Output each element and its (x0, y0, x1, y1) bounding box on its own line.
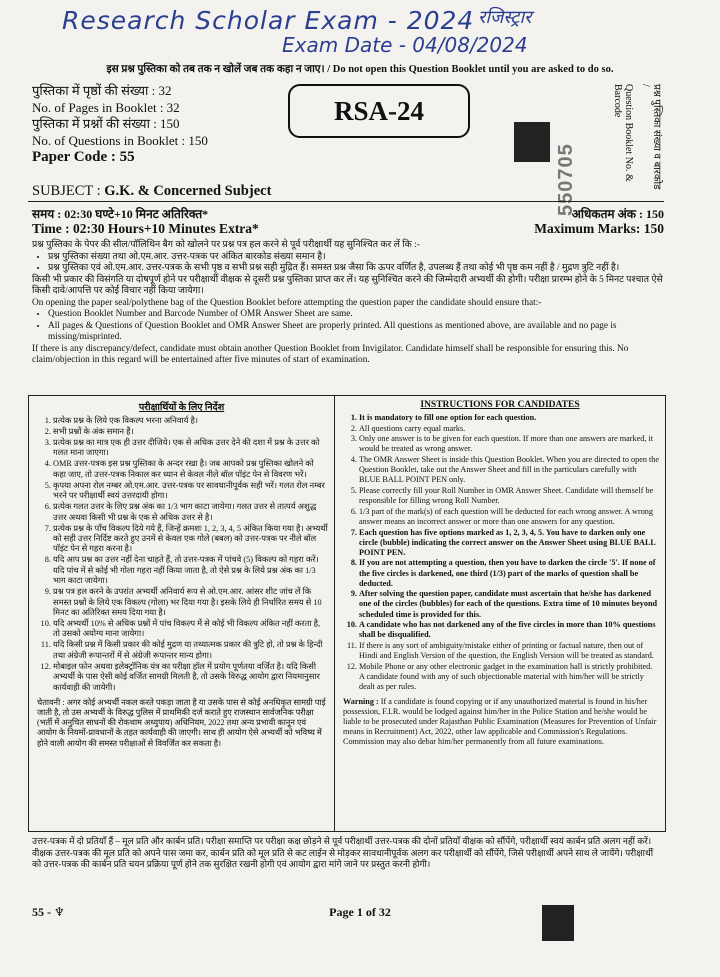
time-hindi: समय : 02:30 घण्टे+10 मिनट अतिरिक्त* (32, 207, 209, 221)
series-code-box: RSA-24 (288, 84, 470, 138)
list-item: 5. कृपया अपना रोल नम्बर ओ.एम.आर. उत्तर-पत्रक पर सावधानीपूर्वक सही भरें। गलत रोल नम्बर भरने पर परीक्षार्थी स्वयं उत्तरदायी होगा। (53, 481, 328, 502)
instructions-english-title: INSTRUCTIONS FOR CANDIDATES (420, 400, 580, 410)
intro-hindi-note: किसी भी प्रकार की विसंगति या दोषपूर्ण होने पर परीक्षार्थी वीक्षक से दूसरी प्रश्न पुस्तिका प्राप्त कर लें। यह सुनिश्चित करने की जिम्मेदारी अभ्यर्थी की होगी। परीक्षा प्रारम्भ होने के 5 मिनट पश्चात ऐसे किसी दावे/आपत्ति पर कोई विचार नहीं किया जायेगा। (32, 274, 663, 296)
instructions-english (335, 396, 665, 831)
list-item: 9. After solving the question paper, candidate must ascertain that he/she has darkened one of the circles (bubbles) for each of the questions. Extra time of 10 minutes beyond scheduled time is provided for this. (359, 589, 659, 619)
subject-label: SUBJECT : (32, 183, 101, 199)
list-item: 8. यदि आप प्रश्न का उत्तर नहीं देना चाहते हैं, तो उत्तर-पत्रक में पांचवे (5) विकल्प को गहरा करें। यदि पांच में से कोई भी गोला गहरा नहीं किया जाता है, तो ऐसे प्रश्न के लिये प्रश्न अंक का 1/3 भाग काटा जायेगा। (53, 555, 328, 586)
handwritten-initials: रजिस्ट्रार (478, 7, 532, 28)
list-item: 3. प्रत्येक प्रश्न का मात्र एक ही उत्तर दीजिये। एक से अधिक उत्तर देने की दशा में प्रश्न के उत्तर को गलत माना जाएगा। (53, 438, 328, 459)
list-item: 10. यदि अभ्यर्थी 10% से अधिक प्रश्नों में पांच विकल्प में से कोई भी विकल्प अंकित नहीं करता है, तो उसको अयोग्य माना जायेगा। (53, 619, 328, 640)
handwritten-exam-date: Exam Date - 04/08/2024 (282, 33, 528, 57)
barcode-qr-top (514, 122, 550, 162)
list-item: 12. मोबाइल फोन अथवा इलेक्ट्रॉनिक यंत्र का परीक्षा हॉल में प्रयोग पूर्णतया वर्जित है। यदि किसी अभ्यर्थी के पास ऐसी कोई वर्जित सामग्री मिलती है, तो उसके विरुद्ध आयोग द्वारा नियमानुसार कार्यवाही की जायेगी। (53, 662, 328, 693)
warning-label: Warning : (343, 696, 379, 706)
subject-line (32, 183, 271, 200)
booklet-info (32, 83, 208, 166)
instructions-english-list (335, 413, 665, 692)
warning-english-text: If a candidate is found copying or if any unauthorized material is found in his/her possession, F.I.R. would be lodged against him/her in the Police Station and he/she would be liable to be prosecuted under Rajasthan Public Examination (Measures for Prevention of Unfair means in Recruitment) Act, 2022, other law applicable and Commission's Regulations. Commission may also debar him/her permanently from all future examinations. (343, 696, 657, 747)
questions-count-english: No. of Questions in Booklet : 150 (32, 132, 208, 148)
list-item: 12. Mobile Phone or any other electronic gadget in the examination hall is strictly prohibited. A candidate found with any of such objectionable material with him/her will be strictly dealt as per rules. (359, 662, 659, 692)
max-marks-hindi: अधिकतम अंक : 150 (571, 207, 664, 221)
instructions-hindi (29, 396, 335, 831)
paper-code: Paper Code : 55 (32, 149, 135, 165)
instructions-hindi-list (29, 416, 334, 693)
booklet-serial-number (555, 120, 577, 216)
list-item: 1. It is mandatory to fill one option for each question. (359, 413, 659, 423)
divider (28, 201, 664, 202)
handwritten-exam-title: Research Scholar Exam - 2024 (62, 6, 475, 35)
booklet-serial-text: 550705 (555, 143, 577, 216)
intro-english-note: If there is any discrepancy/defect, candidate must obtain another Question Booklet from Invigilator. Candidate himself shall be responsible for ensuring this. No claim/objection in this regard will be entertained after five minutes of start of examination. (32, 343, 629, 365)
time-english: Time : 02:30 Hours+10 Minutes Extra* (32, 221, 259, 236)
list-item: 1. प्रत्येक प्रश्न के लिये एक विकल्प भरना अनिवार्य है। (53, 416, 328, 426)
warning-hindi: चेतावनी : अगर कोई अभ्यर्थी नकल करते पकड़ा जाता है या उसके पास से कोई अनधिकृत सामग्री पाई जाती है, तो उस अभ्यर्थी के विरुद्ध पुलिस में प्राथमिकी दर्ज कराते हुए राजस्थान सार्वजनिक परीक्षा (भर्ती में अनुचित साधनों की रोकथाम अध्युपाय) अधिनियम, 2022 तथा अन्य प्रभावी कानून एवं आयोग के नियमों-प्रावधानों के तहत कार्यवाही की जाएगी। साथ ही आयोग ऐसे अभ्यर्थी को भविष्य में होने वाली आयोग की समस्त परीक्षाओं से विवर्जित कर सकता है। (37, 697, 326, 748)
intro-hindi-point: • प्रश्न पुस्तिका संख्या तथा ओ.एम.आर. उत्तर-पत्रक पर अंकित बारकोड संख्या समान है। (48, 252, 664, 264)
list-item: 7. Each question has five options marked as 1, 2, 3, 4, 5. You have to darken only one circle (bubble) indicating the correct answer on the Answer Sheet using BLUE BALL POINT PEN. (359, 528, 659, 558)
list-item: 4. The OMR Answer Sheet is inside this Question Booklet. When you are directed to open the Question Booklet, take out the Answer Sheet and fill in the particulars carefully with BLUE BALL POINT PEN only. (359, 455, 659, 485)
intro-english-point: • All pages & Questions of Question Booklet and OMR Answer Sheet are properly printed. All questions as mentioned above, are available and no page is missing/misprinted. (48, 321, 664, 344)
intro-english-point: • Question Booklet Number and Barcode Number of OMR Answer Sheet are same. (48, 309, 664, 321)
do-not-open-notice: इस प्रश्न पुस्तिका को तब तक न खोलें जब तक कहा न जाए। / Do not open this Question Booklet until you are asked to do so. (106, 64, 614, 75)
list-item: 3. Only one answer is to be given for each question. If more than one answers are marked, it would be treated as wrong answer. (359, 434, 659, 454)
list-item: 5. Please correctly fill your Roll Number in OMR Answer Sheet. Candidate will themself be responsible for filling wrong Roll Number. (359, 486, 659, 506)
pages-count-english: No. of Pages in Booklet : 32 (32, 99, 180, 115)
list-item: 9. प्रश्न पत्र हल करने के उपरांत अभ्यर्थी अनिवार्य रूप से ओ.एम.आर. आंसर शीट जांच लें कि समस्त प्रश्नों के लिये एक विकल्प (गोला) भर दिया गया है। इसके लिये ही निर्धारित समय से 10 मिनट का अतिरिक्त समय दिया गया है। (53, 587, 328, 618)
opening-instructions (32, 240, 664, 367)
list-item: 11. यदि किसी प्रश्न में किसी प्रकार की कोई मुद्रण या तथ्यात्मक प्रकार की त्रुटि हो, तो प्रश्न के हिन्दी तथा अंग्रेजी रूपान्तरों में से अंग्रेजी रूपान्तर मान्य होगा। (53, 640, 328, 661)
intro-hindi-point: • प्रश्न पुस्तिका एवं ओ.एम.आर. उत्तर-पत्रक के सभी पृष्ठ व सभी प्रश्न सही मुद्रित हैं। समस्त प्रश्न जैसा कि ऊपर वर्णित है, उपलब्ध हैं तथा कोई भी पृष्ठ कम नहीं है / मुद्रण त्रुटि नहीं है। (48, 263, 664, 275)
serial-label-hindi: प्रश्न पुस्तिका संख्या व बारकोड / (640, 84, 662, 190)
barcode-qr-bottom (542, 905, 574, 941)
page-number: Page 1 of 32 (329, 905, 391, 919)
list-item: 8. If you are not attempting a question, then you have to darken the circle '5'. If none of the five circles is darkened, one third (1/3) part of the marks of question shall be deducted. (359, 558, 659, 588)
serial-label-english: Question Booklet No. & Barcode (612, 84, 634, 182)
intro-hindi-lead: प्रश्न पुस्तिका के पेपर की सील/पॉलिथिन बैग को खोलने पर प्रश्न पत्र हल करने से पूर्व परीक्षार्थी यह सुनिश्चित कर लें कि :- (32, 240, 420, 250)
subject-value: G.K. & Concerned Subject (104, 183, 272, 199)
list-item: 6. 1/3 part of the mark(s) of each question will be deducted for each wrong answer. A wrong answer means an incorrect answer or more than one answers for any question. (359, 507, 659, 527)
instructions-hindi-title: परीक्षार्थियों के लिए निर्देश (138, 403, 225, 413)
carbon-copy-note: उत्तर-पत्रक में दो प्रतियाँ हैं – मूल प्रति और कार्बन प्रति। परीक्षा समाप्ति पर परीक्षा कक्ष छोड़ने से पूर्व परीक्षार्थी उत्तर-पत्रक की दोनों प्रतियाँ वीक्षक को सौंपेंगे, परीक्षार्थी स्वयं कार्बन प्रति अलग नहीं करें। वीक्षक उत्तर-पत्रक की मूल प्रति को अपने पास जमा कर, कार्बन प्रति को मूल प्रति से कट लाईन से मोड़कर सावधानीपूर्वक अलग कर परीक्षार्थी को सौंपेंगे, जिसे परीक्षार्थी अपने साथ ले जायेंगे। परीक्षार्थी को उत्तर-पत्रक की कार्बन प्रति चयन प्रक्रिया पूर्ण होने तक सुरक्षित रखनी होगी एवं आयोग द्वारा मांगे जाने पर प्रस्तुत करनी होगी। (32, 836, 654, 869)
list-item: 11. If there is any sort of ambiguity/mistake either of printing or factual nature, then out of Hindi and English Version of the question, the English Version will be treated as standard. (359, 641, 659, 661)
list-item: 10. A candidate who has not darkened any of the five circles in more than 10% questions shall be disqualified. (359, 620, 659, 640)
intro-english-lead: On opening the paper seal/polythene bag of the Question Booklet before attempting the question paper the candidate should ensure that:- (32, 297, 542, 308)
warning-english (335, 693, 665, 748)
list-item: 2. All questions carry equal marks. (359, 424, 659, 434)
questions-count-hindi: पुस्तिका में प्रश्नों की संख्या : 150 (32, 116, 180, 131)
instructions-box (28, 395, 666, 832)
max-marks-english: Maximum Marks: 150 (534, 221, 664, 236)
list-item: 4. OMR उत्तर-पत्रक इस प्रश्न पुस्तिका के अन्दर रखा है। जब आपको प्रश्न पुस्तिका खोलने को कहा जाए, तो उत्तर-पत्रक निकाल कर ध्यान से केवल नीले बॉल पॉइंट पेन से विवरण भरें। (53, 459, 328, 480)
list-item: 2. सभी प्रश्नों के अंक समान हैं। (53, 427, 328, 437)
bottom-paper-code: 55 - ♆ (32, 905, 65, 919)
list-item: 6. प्रत्येक गलत उत्तर के लिए प्रश्न अंक का 1/3 भाग काटा जायेगा। गलत उत्तर से तात्पर्य अशुद्ध उत्तर अथवा किसी भी प्रश्न के एक से अधिक उत्तर से है। (53, 502, 328, 523)
list-item: 7. प्रत्येक प्रश्न के पाँच विकल्प दिये गये हैं, जिन्हें क्रमशः 1, 2, 3, 4, 5 अंकित किया गया है। अभ्यर्थी को सही उत्तर निर्दिष्ट करते हुए उनमें से केवल एक गोले (बबल) को उत्तर-पत्रक पर नीले बॉल पॉइंट पेन से गहरा करना है। (53, 524, 328, 555)
pages-count-hindi: पुस्तिका में पृष्ठों की संख्या : 32 (32, 83, 172, 98)
